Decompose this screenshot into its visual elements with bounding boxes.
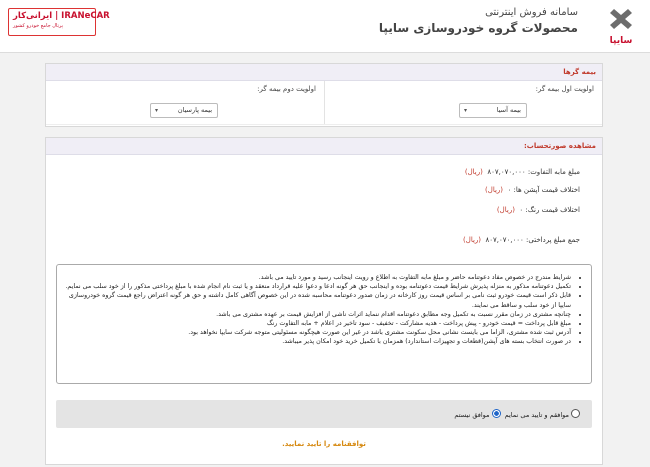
total-label: جمع مبلغ پرداختی:: [526, 236, 580, 244]
top-header: [0, 0, 650, 53]
insurers-title: بیمه گرها: [46, 64, 602, 81]
first-insurer-col: [324, 81, 602, 124]
agreement-row: [56, 400, 592, 428]
agree-radio[interactable]: [571, 409, 580, 418]
saipa-logo-text: سایپا: [609, 36, 633, 46]
insurers-panel: [45, 63, 603, 127]
invoice-title: مشاهده صورتحساب:: [46, 138, 602, 155]
first-insurer-value: بیمه آسیا: [496, 106, 521, 114]
color-diff-line: [497, 206, 580, 214]
saipa-logo[interactable]: [600, 5, 642, 47]
saipa-emblem-icon: [600, 5, 642, 47]
agreement-radio-group: [454, 409, 580, 419]
header-titles: [379, 7, 578, 35]
insurers-row: [46, 81, 602, 125]
second-insurer-col: [46, 81, 324, 124]
agree-option[interactable]: [505, 411, 580, 419]
iranecar-logo-title: ایرانی‌کار | IRANeCAR: [13, 11, 110, 21]
terms-item: • مبلغ قابل پرداخت = قیمت خودرو - پیش پرداخت - هدیه مشارکت - تخفیف - سود تاخیر در اعلام + مابه التفاوت رنگ: [65, 319, 571, 328]
terms-list: [65, 273, 581, 347]
terms-item: • شرایط مندرج در خصوص مفاد دعوتنامه حاضر و مبلغ مابه التفاوت به اطلاع و رویت اینجانب رسید و مورد تایید می باشد.: [65, 273, 571, 282]
chevron-down-icon: ▾: [155, 107, 159, 114]
terms-item: • در صورت انتخاب بسته های آپشن(قطعات و تجهیزات استاندارد) همزمان با تکمیل خرید خود امکان پذیر میباشد.: [65, 337, 571, 346]
company-title: محصولات گروه خودروسازی سایپا: [378, 21, 578, 35]
iranecar-logo[interactable]: [8, 8, 110, 36]
agree-label[interactable]: موافقم و تایید می نمایم: [504, 411, 569, 419]
confirm-prompt: توافقنامه را تایید نمایید.: [282, 440, 366, 448]
first-insurer-label: اولویت اول بیمه گر:: [535, 85, 594, 93]
total-line: [463, 236, 580, 244]
first-insurer-select[interactable]: [459, 103, 527, 118]
disagree-label[interactable]: موافق نیستم: [454, 411, 490, 419]
terms-item: • تکمیل دعوتنامه مذکور به منزله پذیرش شرایط قیمت دعوتنامه بوده و اینجانب حق هر گونه ادعا و دعوا علیه قرارداد منعقد و یا ثبت نام انجام شده با مبلغ پرداختی مذکور را از خود سلب می نمایم.: [65, 282, 571, 291]
terms-item: • چنانچه مشتری در زمان مقرر نسبت به تکمیل وجه مطابق دعوتنامه اقدام ننماید اثرات ناشی از افزایش قیمت بر عهده مشتری می باشد.: [65, 310, 571, 319]
options-diff-line: [485, 186, 580, 194]
disagree-option[interactable]: [454, 411, 500, 419]
difference-value: ۸۰۷,۰۷۰,۰۰۰: [487, 168, 526, 176]
difference-currency: (ریال): [464, 168, 483, 176]
second-insurer-value: بیمه پارسیان: [177, 106, 212, 114]
options-diff-value: ۰: [507, 186, 512, 194]
color-diff-currency: (ریال): [496, 206, 515, 214]
terms-item: • آدرس ثبت شده مشتری، الزاما می بایست نشانی محل سکونت مشتری باشد در غیر این صورت هیچگونه مسئولیتی متوجه شرکت سایپا نخواهد بود.: [65, 328, 571, 337]
terms-box[interactable]: [56, 264, 592, 384]
second-insurer-label: اولویت دوم بیمه گر:: [257, 85, 316, 93]
chevron-down-icon: ▾: [464, 107, 468, 114]
invoice-panel: [45, 137, 603, 465]
system-title: سامانه فروش اینترنتی: [485, 7, 578, 18]
color-diff-value: ۰: [519, 206, 524, 214]
second-insurer-select[interactable]: [150, 103, 218, 118]
color-diff-label: اختلاف قیمت رنگ:: [525, 206, 580, 214]
iranecar-logo-subtitle: پرتال جامع خودرو کشور: [13, 23, 63, 29]
disagree-radio[interactable]: [492, 409, 501, 418]
terms-item: • قابل ذکر است قیمت خودرو ثبت نامی بر اساس قیمت روز کارخانه در زمان صدور دعوتنامه محاسبه شده در این خصوص آگاهی کامل داشته و حق هر گونه اعتراض راجع قیمت گروه خودروسازی سایپا از خود سلب و ساقط می نمایند.: [65, 291, 571, 309]
difference-line: [465, 168, 580, 176]
total-currency: (ریال): [463, 236, 482, 244]
total-value: ۸۰۷,۰۷۰,۰۰۰: [485, 236, 524, 244]
options-diff-currency: (ریال): [485, 186, 504, 194]
options-diff-label: اختلاف قیمت آپشن ها:: [513, 186, 580, 194]
difference-label: مبلغ مابه التفاوت:: [527, 168, 580, 176]
